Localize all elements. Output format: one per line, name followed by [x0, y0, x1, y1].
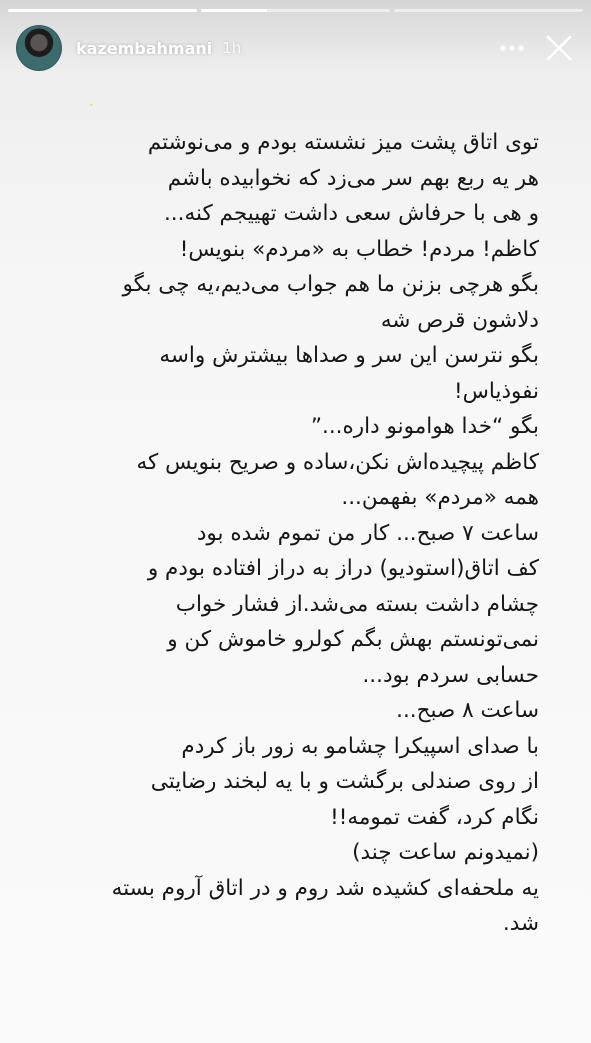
- close-icon-glyph: [545, 34, 573, 62]
- story-line: نمی‌تونستم بهش بگم کولرو خاموش کن و: [167, 627, 539, 652]
- story-line: توی اتاق پشت میز نشسته بودم و می‌نوشتم: [147, 130, 539, 155]
- story-line: همه «مردم» بفهمن...: [341, 485, 539, 510]
- time-ago: 1h: [222, 39, 242, 57]
- story-line: بگو “خدا هوامونو داره...”: [310, 414, 539, 439]
- story-line: دلاشون قرص شه: [380, 307, 539, 333]
- story-line: حسابی سردم بود...: [362, 662, 539, 688]
- username[interactable]: kazembahmani: [76, 38, 213, 58]
- progress-segment: [394, 9, 583, 12]
- story-line: کف اتاق(استودیو) دراز به دراز افتاده بودم و: [147, 556, 539, 581]
- story-header: [16, 22, 577, 74]
- story-line: کاظم پیچیده‌اش نکن،ساده و صریح بنویس که: [136, 449, 539, 475]
- story-line: و هی با حرفاش سعی داشت تهییجم کنه...: [163, 201, 539, 226]
- story-line: بگو نترسن این سر و صداها بیشترش واسه: [159, 343, 539, 368]
- story-line: هر یه ربع بهم سر می‌زد که نخوابیده باشم: [167, 165, 539, 191]
- more-icon[interactable]: [497, 33, 527, 63]
- story-line: نفوذیاس!: [454, 378, 539, 404]
- story-text: [40, 125, 539, 942]
- story-line: (نمیدونم ساعت چند): [352, 840, 539, 865]
- story-line: کاظم! مردم! خطاب به «مردم» بنویس!: [179, 236, 539, 262]
- story-line: یه ملحفه‌ای کشیده شد روم و در اتاق آروم بسته: [111, 875, 539, 901]
- story-line: بگو هرچی بزنن ما هم جواب می‌دیم،یه چی بگو: [122, 272, 539, 297]
- progress-fill: [201, 9, 267, 12]
- progress-segment: [8, 9, 197, 12]
- story-line: از روی صندلی برگشت و با یه لبخند رضایتی: [150, 769, 539, 794]
- story-line: چشام داشت بسته می‌شد.از فشار خواب: [175, 591, 539, 617]
- story-line: شد.: [502, 911, 539, 936]
- close-icon[interactable]: [541, 30, 577, 66]
- story-line: ساعت ۸ صبح...: [396, 698, 539, 723]
- story-line: ساعت ۷ صبح... کار من تموم شده بود: [196, 520, 539, 546]
- story-line: با صدای اسپیکرا چشامو به زور باز کردم: [181, 733, 539, 759]
- more-icon-glyph: [500, 45, 524, 51]
- avatar[interactable]: [16, 25, 62, 71]
- progress-segment: [201, 9, 390, 12]
- decorative-dot: [90, 104, 93, 106]
- story-progress-bars: [8, 9, 583, 12]
- progress-fill: [8, 9, 197, 12]
- story-line: نگام کرد، گفت تمومه!!: [330, 804, 539, 830]
